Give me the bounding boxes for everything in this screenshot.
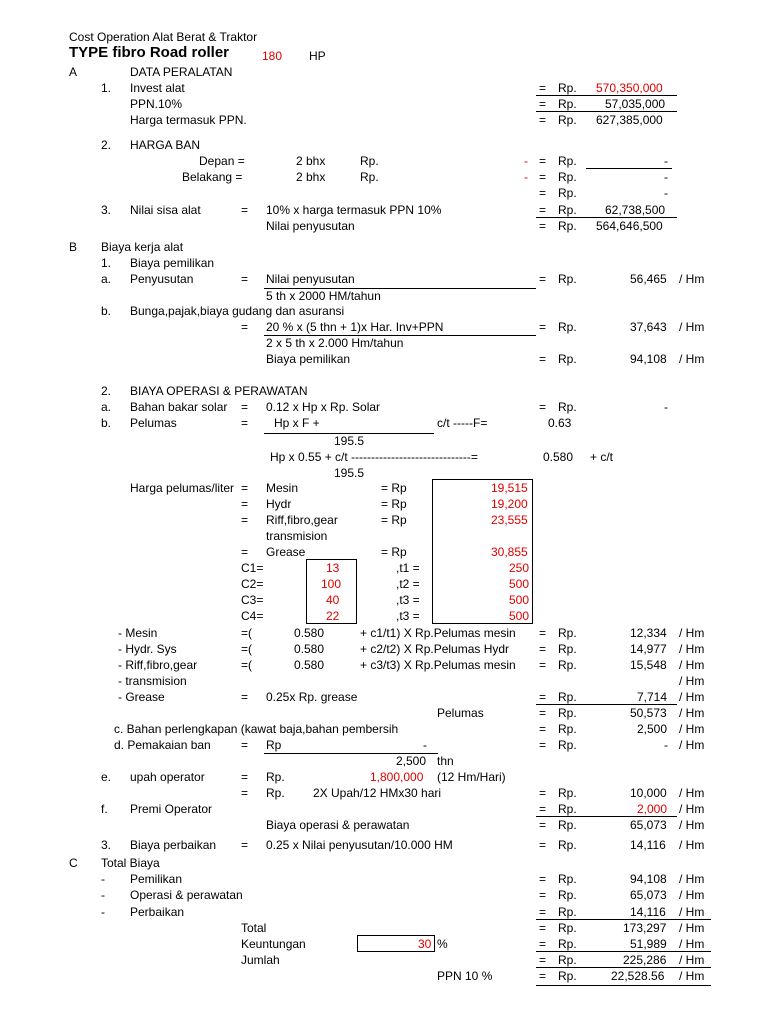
sheet-cell: A [69,65,78,79]
sheet-cell: 1. [101,256,112,270]
underline [536,217,677,218]
sheet-cell: = [241,513,249,527]
sheet-cell: = [539,953,547,967]
sheet-cell: BIAYA OPERASI & PERAWATAN [130,384,308,398]
sheet-cell: 30,855 [491,545,528,559]
sheet-cell: / Hm [679,888,705,902]
sheet-cell: 195.5 [334,466,365,480]
sheet-cell: 40 [326,593,340,607]
sheet-cell: - [664,186,668,200]
sheet-cell: Hydr [266,497,292,511]
sheet-cell: Hp x 0.55 + c/t ------------------------------= [270,450,478,464]
sheet-cell: Jumlah [241,953,280,967]
sheet-cell: Rp. [558,937,577,951]
sheet-cell: Rp. [558,818,577,832]
hp-unit: HP [309,49,326,63]
sheet-cell: = [539,921,547,935]
sheet-cell: = [539,320,547,334]
sheet-cell: Perbaikan [130,905,185,919]
sheet-cell: 14,116 [630,838,666,852]
sheet-cell: = [539,219,547,233]
sheet-cell: = [539,937,547,951]
sheet-cell: 0.25x Rp. grease [266,690,358,704]
sheet-cell: Rp. [558,154,577,168]
sheet-cell: 5 th x 2000 HM/tahun [266,289,381,303]
sheet-cell: 0.25 x Nilai penyusutan/10.000 HM [266,838,453,852]
sheet-cell: C [69,856,78,870]
sheet-cell: 3. [101,838,112,852]
sheet-cell: Rp. [360,170,379,184]
sheet-cell: B [69,240,78,254]
sheet-cell: + c1/t1) X Rp.Pelumas mesin [360,626,516,640]
sheet-cell: 19,515 [491,481,528,495]
sheet-cell: 0.63 [548,416,572,430]
sheet-cell: = [539,818,547,832]
sheet-cell: = [241,320,249,334]
sheet-cell: Total Biaya [101,856,160,870]
sheet-cell: Rp. [558,722,577,736]
sheet-cell: Nilai sisa alat [130,203,201,217]
sheet-cell: =( [241,642,253,656]
sheet-cell: Rp. [558,838,577,852]
sheet-cell: = [539,626,547,640]
sheet-cell: = Rp [381,545,407,559]
sheet-cell: 500 [509,577,530,591]
sheet-cell: = [241,497,249,511]
sheet-cell: 65,073 [630,888,667,902]
sheet-cell: - [664,170,668,184]
sheet-cell: Rp. [558,626,577,640]
sheet-cell: 50,573 [630,706,667,720]
sheet-cell: thn [437,754,454,768]
sheet-cell: ,t3 = [396,609,420,623]
sheet-cell: ,t3 = [396,593,420,607]
sheet-cell: / Hm [679,738,705,752]
sheet-cell: b. [101,304,112,318]
sheet-cell: 2,500 [396,754,427,768]
sheet-cell: = [539,97,547,111]
sheet-cell: = [539,642,547,656]
sheet-cell: = [539,738,547,752]
sheet-cell: - Hydr. Sys [118,642,177,656]
sheet-cell: Rp. [558,658,577,672]
sheet-cell: = Rp [381,497,407,511]
sheet-cell: Invest alat [130,81,185,95]
underline [536,95,677,96]
sheet-cell: = [241,690,249,704]
sheet-cell: 65,073 [630,818,667,832]
sheet-cell: = [539,170,547,184]
sheet-cell: Rp. [558,905,577,919]
sheet-cell: - Grease [118,690,165,704]
sheet-cell: =( [241,658,253,672]
sheet-cell: = [539,352,547,366]
sheet-cell: 2X Upah/12 HMx30 hari [313,786,442,800]
sheet-cell: Belakang = [182,170,243,184]
sheet-cell: Rp. [558,872,577,886]
underline [536,985,711,986]
underline [536,111,677,112]
sheet-cell: + c2/t2) X Rp.Pelumas Hydr [360,642,510,656]
sheet-cell: = [539,203,547,217]
sheet-cell: Bahan bakar solar [130,400,228,414]
sheet-cell: / Hm [679,320,705,334]
underline [536,967,711,968]
sheet-cell: 94,108 [630,352,667,366]
sheet-cell: 2,000 [637,802,668,816]
sheet-cell: Rp. [558,969,577,983]
sheet-cell: Rp. [558,953,577,967]
sheet-cell: 1,800,000 [370,770,424,784]
sheet-cell: 250 [509,561,530,575]
sheet-cell: / Hm [679,921,705,935]
sheet-cell: a. [101,400,112,414]
sheet-cell: transmision [266,529,328,543]
sheet-cell: / Hm [679,786,705,800]
sheet-cell: / Hm [679,905,705,919]
sheet-cell: C4= [241,609,264,623]
sheet-cell: 3. [101,203,112,217]
hp-value: 180 [262,49,283,63]
sheet-cell: Harga termasuk PPN. [130,113,247,127]
sheet-cell: C1= [241,561,264,575]
sheet-cell: 2. [101,384,112,398]
sheet-cell: Keuntungan [241,937,306,951]
sheet-cell: 7,714 [637,690,668,704]
sheet-cell: PPN.10% [130,97,183,111]
sheet-cell: / Hm [679,690,705,704]
sheet-cell: Grease [266,545,306,559]
sheet-cell: - [101,872,105,886]
sheet-cell: Rp. [558,888,577,902]
sheet-cell: Operasi & perawatan [130,888,243,902]
sheet-cell: Rp. [558,802,577,816]
sheet-cell: Rp. [558,642,577,656]
sheet-cell: = [539,658,547,672]
sheet-cell: / Hm [679,953,705,967]
sheet-cell: Premi Operator [130,802,213,816]
sheet-cell: c/t -----F= [437,416,488,430]
sheet-cell: 2 x 5 th x 2.000 Hm/tahun [266,336,404,350]
sheet-cell: 14,116 [630,905,666,919]
sheet-cell: / Hm [679,969,705,983]
sheet-cell: 500 [509,609,530,623]
sheet-cell: = [539,400,547,414]
sheet-cell: Pelumas [130,416,177,430]
sheet-cell: Rp. [558,113,577,127]
sheet-cell: 23,555 [491,513,528,527]
sheet-cell: Rp. [266,786,285,800]
sheet-cell: = [539,272,547,286]
sheet-cell: Rp. [558,921,577,935]
sheet-cell: / Hm [679,706,705,720]
sheet-cell: Rp. [558,400,577,414]
sheet-cell: / Hm [679,818,705,832]
sheet-cell: PPN 10 % [437,969,493,983]
sheet-cell: 570,350,000 [596,81,663,95]
sheet-cell: - Mesin [118,626,158,640]
sheet-header: Cost Operation Alat Berat & Traktor [69,30,258,44]
underline [536,816,677,817]
sheet-cell: Rp. [558,97,577,111]
sheet-cell: 195.5 [334,434,365,448]
sheet-cell: = [241,738,249,752]
sheet-cell: = [539,786,547,800]
sheet-cell: (12 Hm/Hari) [437,770,506,784]
sheet-cell: Rp. [558,690,577,704]
sheet-cell: 2 bhx [296,154,326,168]
sheet-cell: 62,738,500 [605,203,666,217]
sheet-cell: 10,000 [630,786,667,800]
sheet-cell: / Hm [679,626,705,640]
sheet-cell: - [664,738,668,752]
underline [586,168,672,169]
sheet-cell: - [423,738,427,752]
sheet-cell: = Rp [381,481,407,495]
sheet-cell: 37,643 [630,320,667,334]
sheet-cell: Nilai penyusutan [266,272,355,286]
sheet-cell: Harga pelumas/liter [130,481,235,495]
sheet-cell: 19,200 [491,497,528,511]
sheet-cell: Rp. [558,320,577,334]
sheet-cell: = [241,545,249,559]
sheet-cell: Rp. [558,786,577,800]
sheet-cell: f. [101,802,108,816]
sheet-cell: - [664,154,668,168]
sheet-cell: c. Bahan perlengkapan (kawat baja,bahan pembersih [114,722,399,736]
sheet-cell: 500 [509,593,530,607]
sheet-cell: Biaya operasi & perawatan [266,818,410,832]
sheet-cell: / Hm [679,802,705,816]
sheet-cell: e. [101,770,112,784]
sheet-cell: = [241,838,249,852]
underline [536,704,677,705]
underline [536,919,711,920]
sheet-cell: Rp. [558,272,577,286]
sheet-cell: Rp. [558,203,577,217]
sheet-cell: = [539,872,547,886]
sheet-cell: = [241,770,249,784]
sheet-cell: = [539,81,547,95]
sheet-cell: - [101,888,105,902]
sheet-cell: 2. [101,138,112,152]
sheet-cell: 13 [326,561,340,575]
sheet-cell: 14,977 [630,642,667,656]
underline [536,951,711,952]
sheet-cell: = [539,706,547,720]
sheet-cell: = [241,203,249,217]
sheet-cell: 15,548 [630,658,667,672]
sheet-cell: 56,465 [630,272,667,286]
sheet-cell: 22 [326,609,340,623]
sheet-cell: DATA PERALATAN [130,65,233,79]
sheet-cell: + c3/t3) X Rp.Pelumas mesin [360,658,516,672]
sheet-cell: Bunga,pajak,biaya gudang dan asuransi [130,304,345,318]
sheet-cell: d. Pemakaian ban [114,738,211,752]
sheet-cell: / Hm [679,642,705,656]
sheet-cell: - transmision [118,674,187,688]
sheet-cell: 100 [321,577,342,591]
sheet-cell: Rp. [266,770,285,784]
sheet-cell: 10% x harga termasuk PPN 10% [266,203,442,217]
sheet-cell: - Riff,fibro,gear [118,658,198,672]
sheet-cell: 564,646,500 [596,219,663,233]
sheet-cell: / Hm [679,352,705,366]
sheet-cell: Penyusutan [130,272,194,286]
sheet-cell: C2= [241,577,264,591]
sheet-cell: ,t1 = [396,561,420,575]
sheet-cell: Biaya kerja alat [101,240,184,254]
sheet-cell: 173,297 [623,921,667,935]
sheet-cell: = Rp [381,513,407,527]
sheet-cell: % [437,937,448,951]
sheet-cell: Nilai penyusutan [266,219,355,233]
sheet-cell: + c/t [590,450,614,464]
sheet-cell: upah operator [130,770,205,784]
sheet-cell: = [539,186,547,200]
sheet-cell: Rp. [558,186,577,200]
sheet-cell: HARGA BAN [130,138,201,152]
sheet-cell: a. [101,272,112,286]
sheet-cell: Rp. [360,154,379,168]
sheet-cell: Mesin [266,481,299,495]
sheet-cell: 30 [418,937,432,951]
sheet-cell: / Hm [679,937,705,951]
sheet-cell: - [524,154,528,168]
sheet-cell: 0.580 [543,450,574,464]
sheet-cell: 0.12 x Hp x Rp. Solar [266,400,381,414]
sheet-cell: = [539,802,547,816]
sheet-cell: Total [241,921,267,935]
sheet-cell: = [539,154,547,168]
sheet-cell: 51,989 [630,937,667,951]
sheet-cell: 12,334 [630,626,667,640]
sheet-cell: / Hm [679,838,705,852]
sheet-cell: = [241,416,249,430]
sheet-cell: 1. [101,81,112,95]
sheet-cell: 0.580 [294,642,325,656]
sheet-cell: 2,500 [637,722,668,736]
sheet-cell: Rp. [558,81,577,95]
sheet-cell: / Hm [679,658,705,672]
sheet-cell: Depan = [199,154,245,168]
sheet-cell: Rp. [558,170,577,184]
sheet-cell: Rp. [558,738,577,752]
sheet-cell: Biaya perbaikan [130,838,217,852]
sheet-cell: = [241,400,249,414]
sheet-cell: / Hm [679,872,705,886]
sheet-cell: / Hm [679,722,705,736]
sheet-cell: Riff,fibro,gear [266,513,338,527]
sheet-cell: / Hm [679,272,705,286]
sheet-cell: = [539,690,547,704]
sheet-cell: Biaya pemilikan [266,352,351,366]
sheet-cell: = [539,888,547,902]
sheet-cell: = [241,786,249,800]
sheet-cell: - [101,905,105,919]
sheet-cell: Pelumas [437,706,484,720]
sheet-cell: - [524,170,528,184]
sheet-cell: 57,035,000 [605,97,666,111]
sheet-cell: Rp. [558,219,577,233]
sheet-cell: Hp x F + [274,416,320,430]
sheet-cell: = [539,113,547,127]
sheet-cell: Pemilikan [130,872,183,886]
sheet-cell: 0.580 [294,626,325,640]
sheet-cell: = [539,905,547,919]
sheet-cell: = [539,969,547,983]
sheet-cell: 225,286 [623,953,667,967]
sheet-cell: = [539,838,547,852]
sheet-cell: = [539,722,547,736]
sheet-cell: Rp. [558,706,577,720]
sheet-cell: 22,528.56 [611,969,665,983]
sheet-cell: = [241,481,249,495]
sheet-cell: Biaya pemilikan [130,256,215,270]
sheet-cell: b. [101,416,112,430]
sheet-cell: / Hm [679,674,705,688]
sheet-cell: 0.580 [294,658,325,672]
sheet-cell: Rp [266,738,282,752]
sheet-cell: = [241,272,249,286]
sheet-cell: 94,108 [630,872,667,886]
sheet-cell: 2 bhx [296,170,326,184]
sheet-cell: 20 % x (5 thn + 1)x Har. Inv+PPN [266,320,444,334]
sheet-cell: =( [241,626,253,640]
sheet-cell: ,t2 = [396,577,420,591]
sheet-cell: 627,385,000 [596,113,663,127]
sheet-cell: Rp. [558,352,577,366]
type-title: TYPE fibro Road roller [69,44,230,61]
sheet-cell: C3= [241,593,264,607]
sheet-cell: - [664,400,668,414]
